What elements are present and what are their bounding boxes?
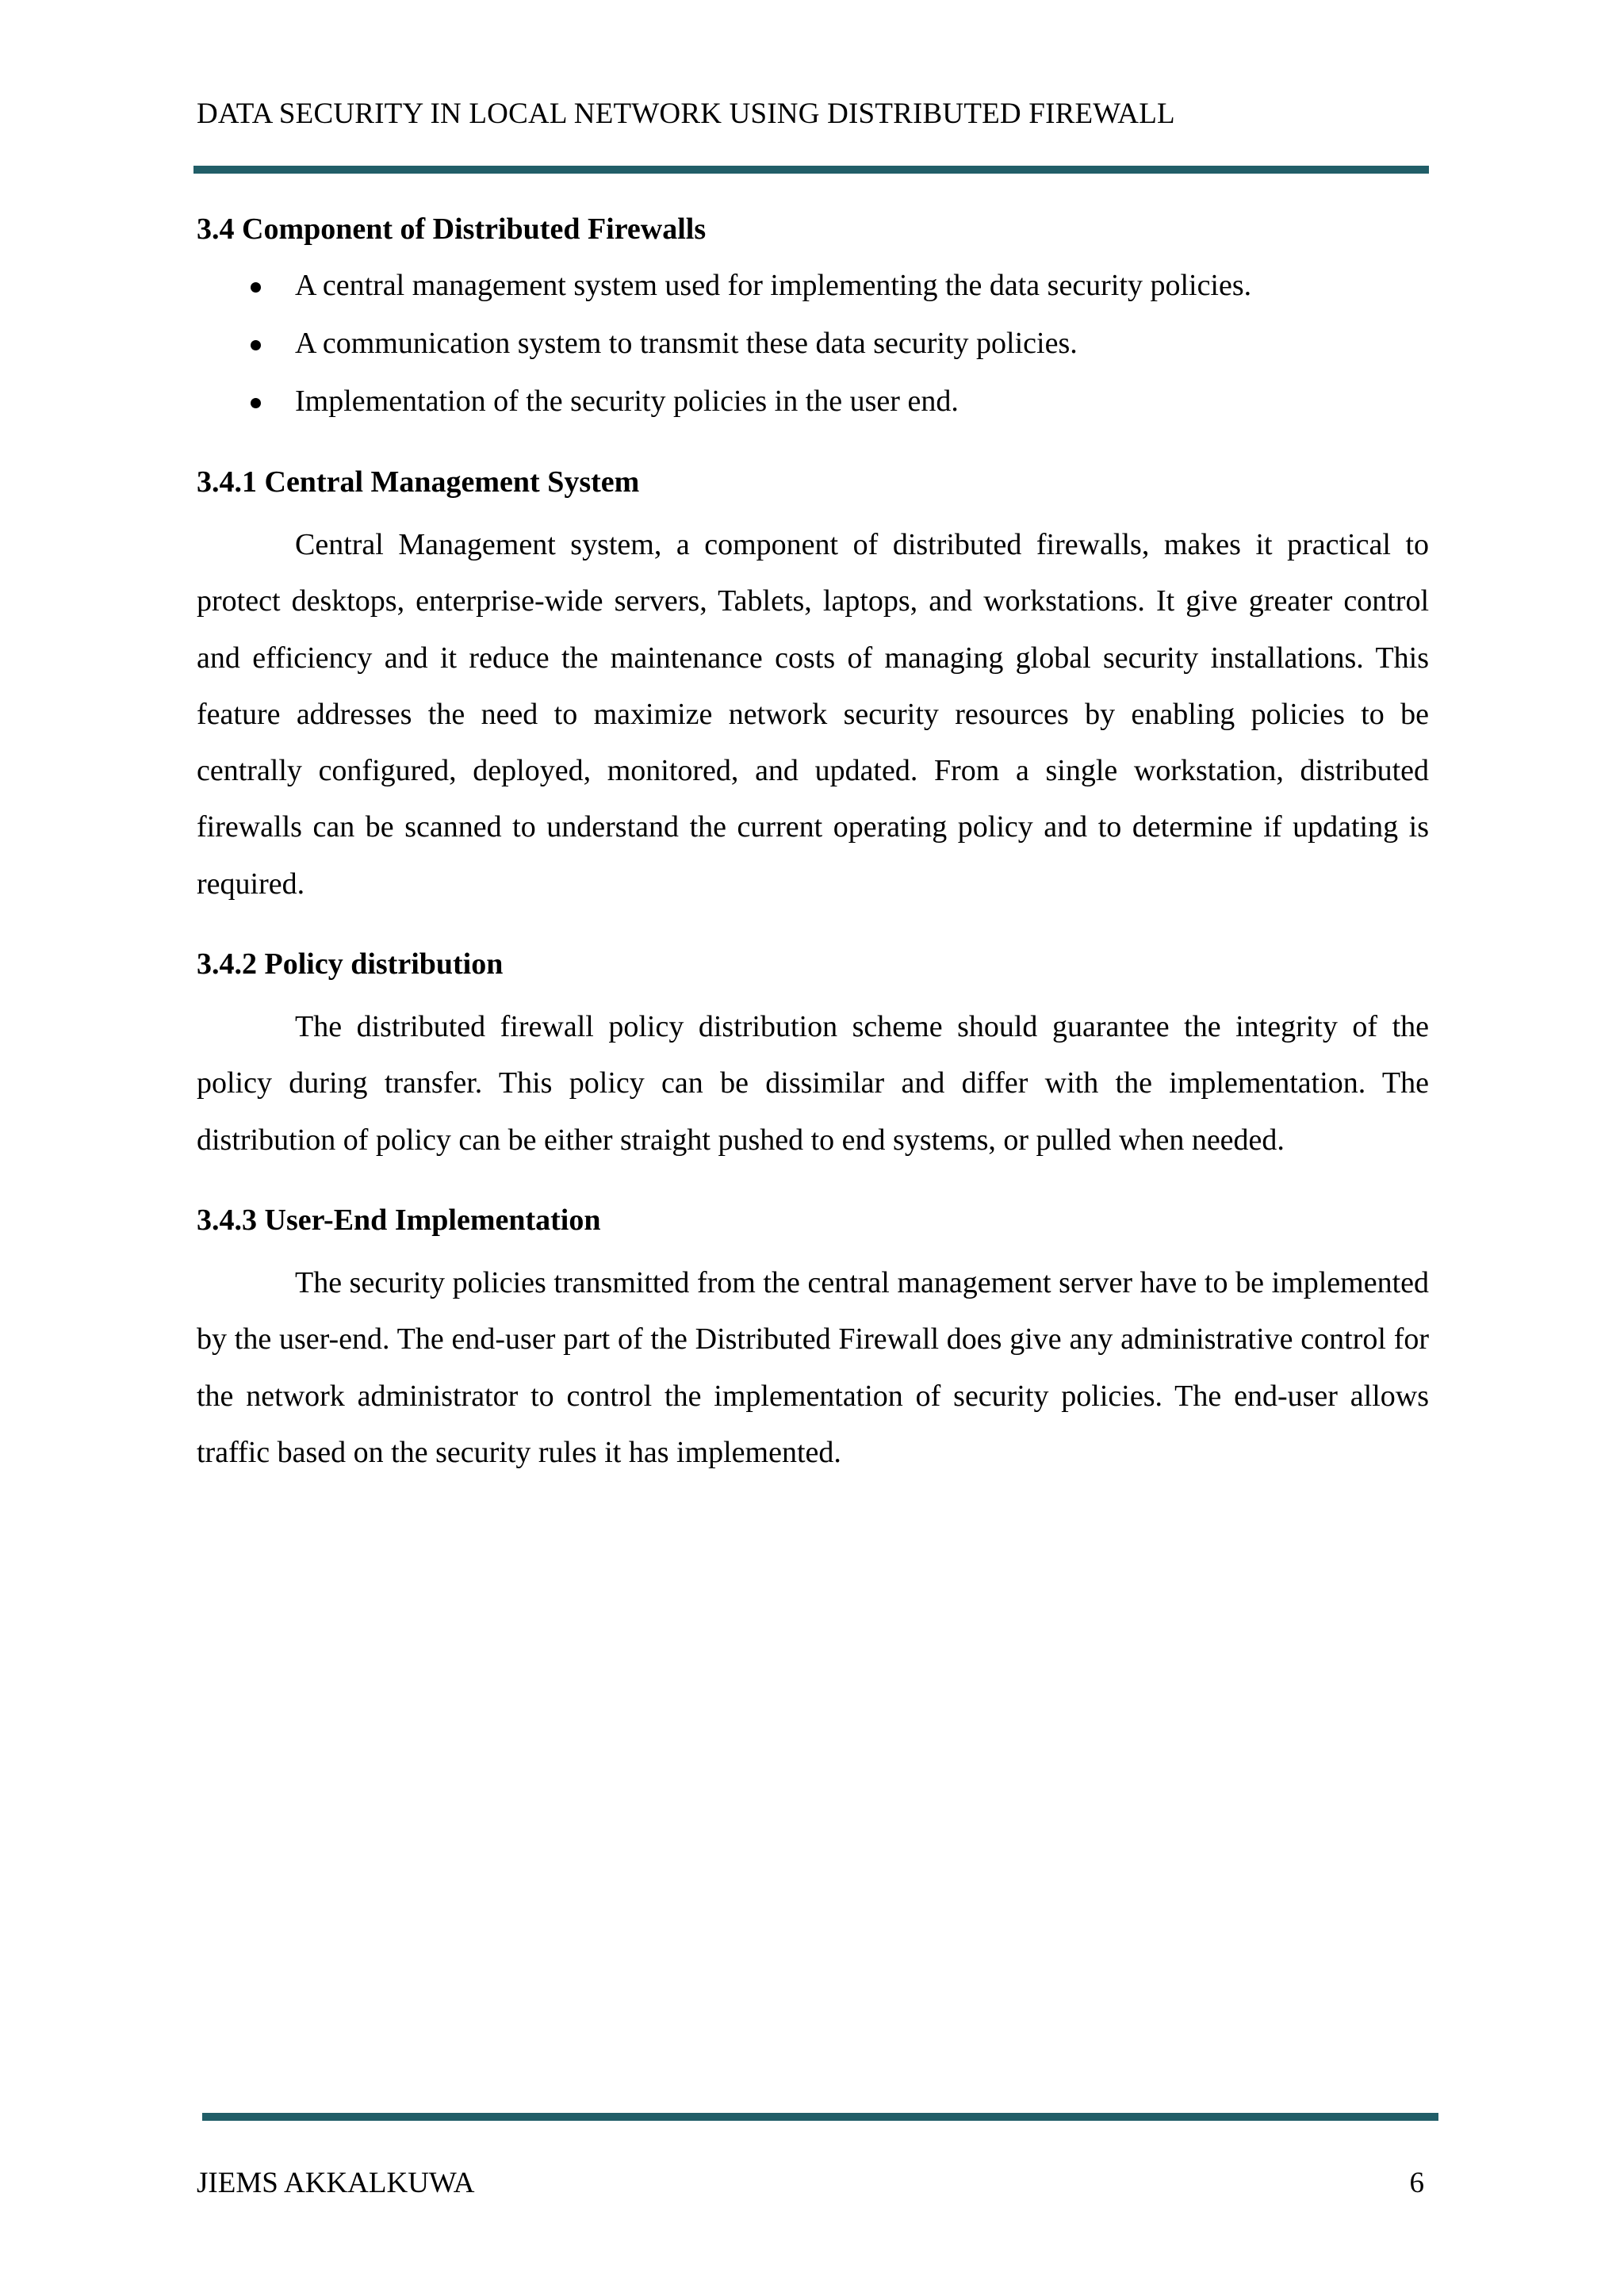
running-header: DATA SECURITY IN LOCAL NETWORK USING DISTRIBUTED FIREWALL [197,98,1175,130]
section-paragraph-3-4-1: Central Management system, a component of distributed firewalls, makes it practical to protect desktops, enterprise-wide servers, Tablets, laptops, and workstations. It give greater control and efficiency and it reduce the maintenance costs of managing global security installations. This feature addresses the need to maximize network security resources by enabling policies to be centrally configured, deployed, monitored, and updated. From a single workstation, distributed firewalls can be scanned to understand the current operating policy and to determine if updating is required. [197,528,1429,901]
footer-institution: JIEMS AKKALKUWA [197,2167,475,2199]
footer-rule [202,2113,1438,2121]
component-list [197,264,1429,423]
bullet-icon [251,340,261,350]
list-item-text: A communication system to transmit these data security policies. [295,327,1078,360]
section-paragraph-3-4-2: The distributed firewall policy distribution scheme should guarantee the integrity of the policy during transfer. This policy can be dissimilar and differ with the implementation. The distribution of policy can be either straight pushed to end systems, or pulled when needed. [197,1010,1429,1157]
list-item [197,380,1429,423]
header-rule [193,166,1429,174]
list-item [197,322,1429,365]
list-item-text: A central management system used for implementing the data security policies. [295,269,1252,302]
section-heading-3-4: 3.4 Component of Distributed Firewalls [197,212,707,246]
bullet-icon [251,282,261,293]
bullet-icon [251,398,261,408]
page-content [197,208,1429,1481]
list-item-text: Implementation of the security policies in the user end. [295,385,959,418]
list-item [197,264,1429,307]
section-heading-3-4-3: 3.4.3 User-End Implementation [197,1203,601,1237]
section-heading-3-4-1: 3.4.1 Central Management System [197,465,640,499]
page-number: 6 [1409,2167,1424,2199]
section-heading-3-4-2: 3.4.2 Policy distribution [197,947,504,982]
section-paragraph-3-4-3: The security policies transmitted from the central management server have to be implemented by the user-end. The end-user part of the Distributed Firewall does give any administrative control for the network administrator to control the implementation of security policies. The end-user allows traffic based on the security rules it has implemented. [197,1265,1429,1469]
